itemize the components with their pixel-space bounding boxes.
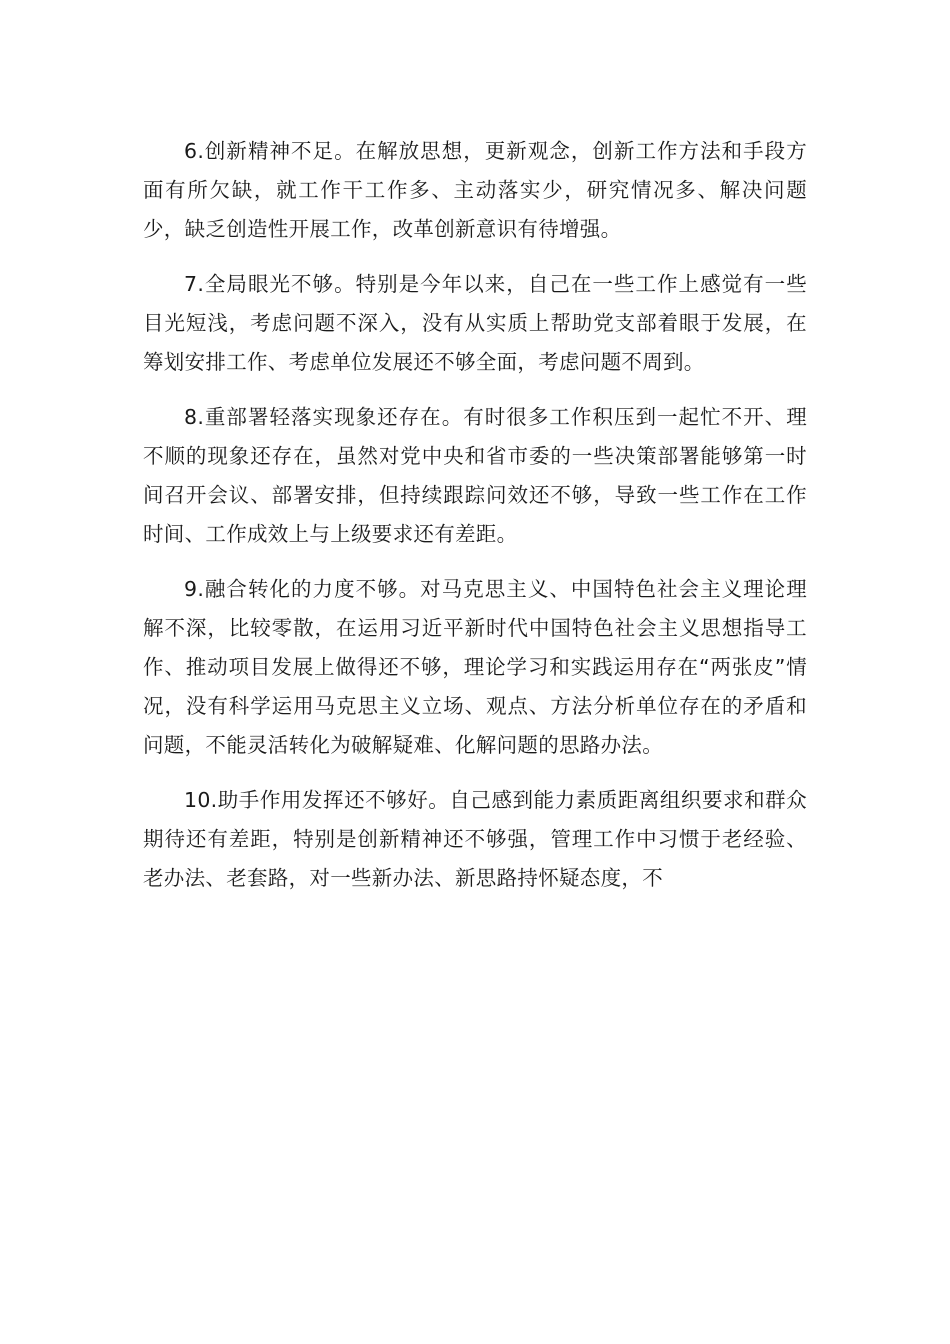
paragraph-8: 8.重部署轻落实现象还存在。有时很多工作积压到一起忙不开、理不顺的现象还存在，虽然对党中央和省市委的一些决策部署能够第一时间召开会议、部署安排，但持续跟踪问效还不够，导致一些工作在工作时间、工作成效上与上级要求还有差距。 [143, 405, 807, 546]
paragraph-6: 6.创新精神不足。在解放思想，更新观念，创新工作方法和手段方面有所欠缺，就工作干工作多、主动落实少，研究情况多、解决问题少，缺乏创造性开展工作，改革创新意识有待增强。 [143, 139, 807, 241]
paragraph-7: 7.全局眼光不够。特别是今年以来，自己在一些工作上感觉有一些目光短浅，考虑问题不深入，没有从实质上帮助党支部着眼于发展，在筹划安排工作、考虑单位发展还不够全面，考虑问题不周到。 [143, 272, 807, 374]
document-body [143, 132, 807, 914]
paragraph-9: 9.融合转化的力度不够。对马克思主义、中国特色社会主义理论理解不深，比较零散，在运用习近平新时代中国特色社会主义思想指导工作、推动项目发展上做得还不够，理论学习和实践运用存在“两张皮”情况，没有科学运用马克思主义立场、观点、方法分析单位存在的矛盾和问题，不能灵活转化为破解疑难、化解问题的思路办法。 [143, 577, 807, 757]
paragraph-10: 10.助手作用发挥还不够好。自己感到能力素质距离组织要求和群众期待还有差距，特别是创新精神还不够强，管理工作中习惯于老经验、老办法、老套路，对一些新办法、新思路持怀疑态度，不 [143, 788, 807, 890]
